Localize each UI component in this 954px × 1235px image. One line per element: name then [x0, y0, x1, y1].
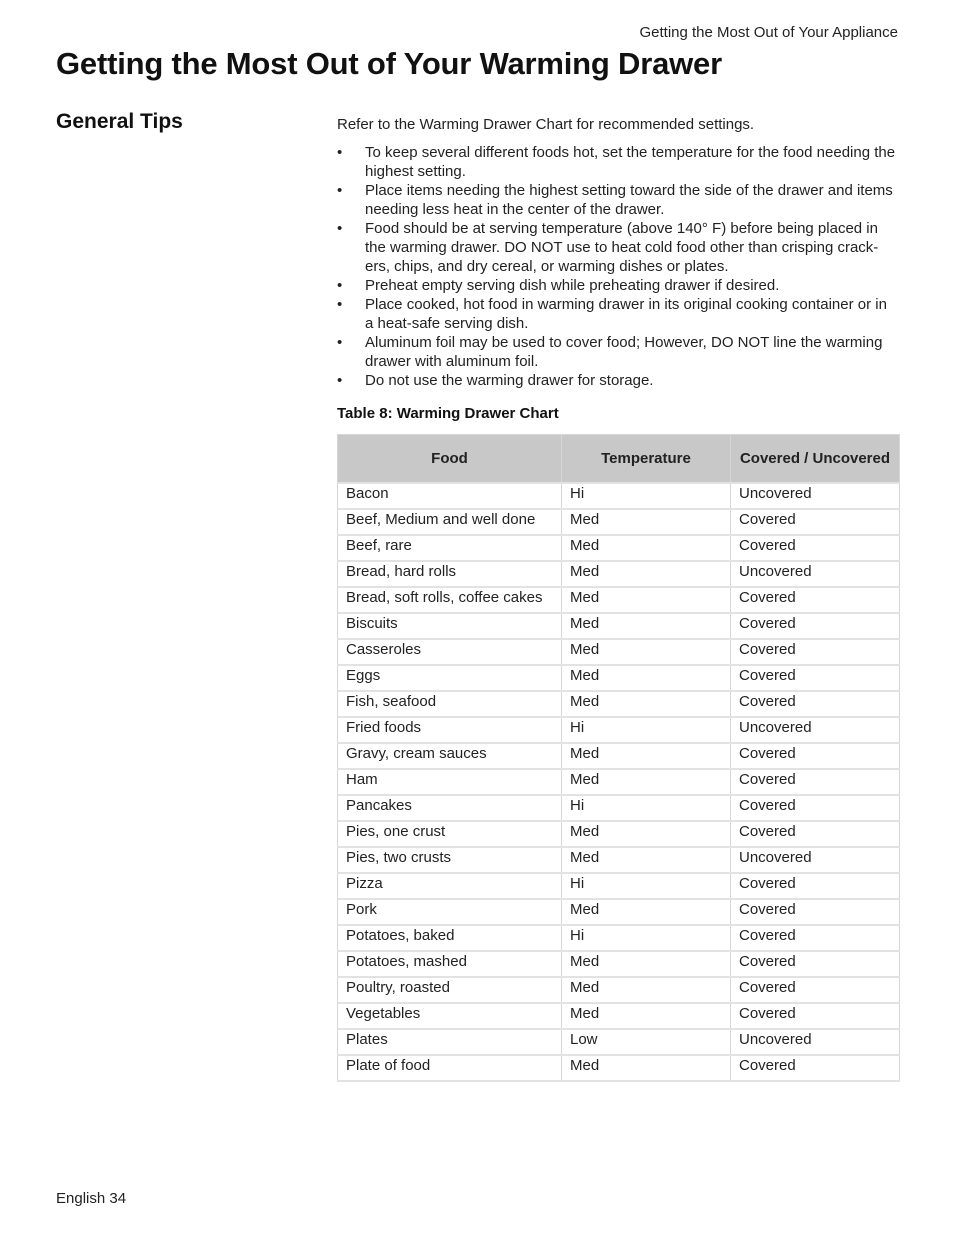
cell-covered: Covered — [731, 665, 900, 691]
cell-temperature: Med — [562, 535, 731, 561]
cell-food: Gravy, cream sauces — [338, 743, 562, 769]
cell-food: Casseroles — [338, 639, 562, 665]
tip-text: Aluminum foil may be used to cover food; However, DO NOT line the warming drawer with aluminum foil. — [365, 334, 883, 370]
tip-item — [337, 333, 899, 371]
table-row — [338, 951, 900, 977]
cell-temperature: Hi — [562, 873, 731, 899]
cell-food: Bread, hard rolls — [338, 561, 562, 587]
table-header — [338, 435, 900, 484]
cell-temperature: Hi — [562, 717, 731, 743]
cell-covered: Covered — [731, 535, 900, 561]
table-row — [338, 1055, 900, 1081]
table-row — [338, 717, 900, 743]
bullet-icon: • — [337, 220, 343, 237]
bullet-icon: • — [337, 296, 343, 313]
cell-covered: Covered — [731, 795, 900, 821]
cell-food: Pies, two crusts — [338, 847, 562, 873]
cell-food: Bread, soft rolls, coffee cakes — [338, 587, 562, 613]
cell-food: Pancakes — [338, 795, 562, 821]
cell-covered: Covered — [731, 691, 900, 717]
cell-temperature: Med — [562, 769, 731, 795]
cell-temperature: Med — [562, 743, 731, 769]
cell-temperature: Hi — [562, 795, 731, 821]
cell-food: Eggs — [338, 665, 562, 691]
tip-text: Do not use the warming drawer for storage. — [365, 372, 654, 389]
tip-text: To keep several different foods hot, set the temperature for the food needing the highest setting. — [365, 144, 896, 180]
cell-covered: Covered — [731, 821, 900, 847]
tip-text: Place items needing the highest setting toward the side of the drawer and items needing less heat in the center of the drawer. — [365, 182, 893, 218]
tip-item — [337, 295, 899, 333]
table-row — [338, 743, 900, 769]
cell-covered: Covered — [731, 769, 900, 795]
cell-temperature: Hi — [562, 925, 731, 951]
cell-temperature: Med — [562, 561, 731, 587]
table-row — [338, 977, 900, 1003]
cell-temperature: Med — [562, 665, 731, 691]
cell-temperature: Med — [562, 587, 731, 613]
cell-covered: Covered — [731, 1003, 900, 1029]
cell-covered: Uncovered — [731, 847, 900, 873]
cell-temperature: Med — [562, 977, 731, 1003]
cell-temperature: Med — [562, 639, 731, 665]
table-row — [338, 899, 900, 925]
bullet-icon: • — [337, 182, 343, 199]
tip-item — [337, 219, 899, 276]
cell-food: Poultry, roasted — [338, 977, 562, 1003]
tip-text: Preheat empty serving dish while preheating drawer if desired. — [365, 277, 780, 294]
cell-food: Beef, rare — [338, 535, 562, 561]
header-row — [338, 435, 900, 484]
table-row — [338, 613, 900, 639]
cell-food: Bacon — [338, 483, 562, 509]
bullet-icon: • — [337, 334, 343, 351]
table-row — [338, 587, 900, 613]
cell-covered: Uncovered — [731, 483, 900, 509]
cell-temperature: Med — [562, 951, 731, 977]
cell-food: Potatoes, baked — [338, 925, 562, 951]
page-footer: English 34 — [56, 1190, 127, 1207]
running-header: Getting the Most Out of Your Appliance — [639, 24, 898, 41]
cell-food: Beef, Medium and well done — [338, 509, 562, 535]
cell-food: Ham — [338, 769, 562, 795]
table-row — [338, 769, 900, 795]
cell-covered: Covered — [731, 743, 900, 769]
cell-covered: Covered — [731, 509, 900, 535]
bullet-icon: • — [337, 277, 343, 294]
bullet-icon: • — [337, 144, 343, 161]
table-row — [338, 821, 900, 847]
warming-drawer-chart — [337, 434, 900, 1082]
table-row — [338, 509, 900, 535]
cell-covered: Uncovered — [731, 1029, 900, 1055]
table-row — [338, 873, 900, 899]
cell-covered: Covered — [731, 977, 900, 1003]
column-header-covered: Covered / Uncovered — [731, 435, 900, 484]
cell-covered: Covered — [731, 873, 900, 899]
tip-item — [337, 371, 899, 390]
intro-text: Refer to the Warming Drawer Chart for recommended settings. — [337, 116, 755, 133]
cell-temperature: Med — [562, 1055, 731, 1081]
cell-covered: Uncovered — [731, 717, 900, 743]
cell-covered: Covered — [731, 951, 900, 977]
table-row — [338, 1029, 900, 1055]
cell-covered: Covered — [731, 899, 900, 925]
tip-item — [337, 143, 899, 181]
column-header-temperature: Temperature — [562, 435, 731, 484]
cell-food: Vegetables — [338, 1003, 562, 1029]
table-row — [338, 691, 900, 717]
general-tips-content — [337, 115, 899, 1082]
table-row — [338, 1003, 900, 1029]
column-header-food: Food — [338, 435, 562, 484]
cell-food: Pies, one crust — [338, 821, 562, 847]
table-caption: Table 8: Warming Drawer Chart — [337, 405, 559, 422]
table-row — [338, 925, 900, 951]
table-row — [338, 483, 900, 509]
table-row — [338, 795, 900, 821]
tips-list — [337, 143, 899, 390]
cell-temperature: Med — [562, 899, 731, 925]
table-row — [338, 639, 900, 665]
cell-covered: Uncovered — [731, 561, 900, 587]
tip-text: Food should be at serving temperature (above 140° F) before being placed in the warming drawer. DO NOT use to heat cold food other than crisping crack-ers, chips, and dry cereal, or warming dishes or plates. — [365, 220, 879, 275]
cell-food: Plate of food — [338, 1055, 562, 1081]
cell-food: Pork — [338, 899, 562, 925]
cell-temperature: Med — [562, 509, 731, 535]
section-title: General Tips — [56, 110, 183, 133]
page-title: Getting the Most Out of Your Warming Drawer — [56, 46, 722, 81]
table-row — [338, 535, 900, 561]
cell-food: Pizza — [338, 873, 562, 899]
table-row — [338, 665, 900, 691]
cell-covered: Covered — [731, 587, 900, 613]
tip-item — [337, 276, 899, 295]
table-row — [338, 561, 900, 587]
cell-food: Potatoes, mashed — [338, 951, 562, 977]
table-body — [338, 483, 900, 1081]
bullet-icon: • — [337, 372, 343, 389]
cell-temperature: Med — [562, 1003, 731, 1029]
tip-text: Place cooked, hot food in warming drawer in its original cooking container or in a heat-safe serving dish. — [365, 296, 887, 332]
cell-covered: Covered — [731, 1055, 900, 1081]
cell-temperature: Med — [562, 847, 731, 873]
cell-temperature: Med — [562, 613, 731, 639]
cell-temperature: Med — [562, 691, 731, 717]
cell-food: Biscuits — [338, 613, 562, 639]
table-row — [338, 847, 900, 873]
cell-temperature: Hi — [562, 483, 731, 509]
cell-temperature: Med — [562, 821, 731, 847]
cell-temperature: Low — [562, 1029, 731, 1055]
tip-item — [337, 181, 899, 219]
cell-food: Fish, seafood — [338, 691, 562, 717]
cell-food: Plates — [338, 1029, 562, 1055]
cell-food: Fried foods — [338, 717, 562, 743]
cell-covered: Covered — [731, 925, 900, 951]
cell-covered: Covered — [731, 639, 900, 665]
cell-covered: Covered — [731, 613, 900, 639]
